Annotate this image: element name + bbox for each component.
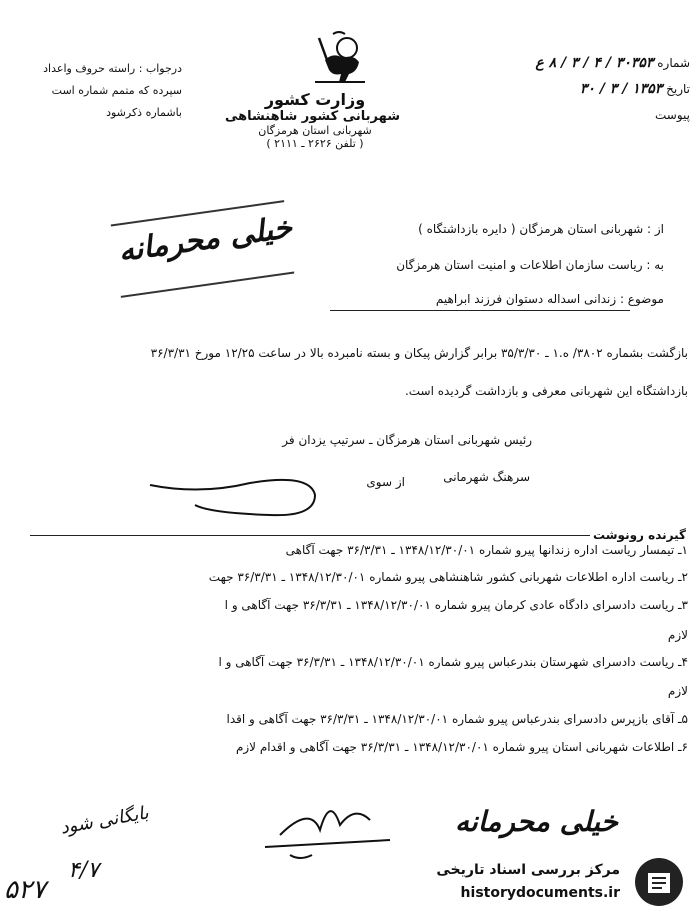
recipient-item-6: ۶ـ اطلاعات شهربانی استان پیرو شماره ۱۳۴۸/۱۲/۳۰/۰۱ ـ ۳۶/۳/۳۱ جهت آگاهی و اقدام لازم bbox=[235, 740, 688, 754]
recipient-item-5: ۵ـ آقای بازپرس دادسرای بندرعباس پیرو شماره ۱۳۴۸/۱۲/۳۰/۰۱ ـ ۳۶/۳/۳۱ جهت آگاهی و اقدا bbox=[226, 712, 688, 726]
confidential-stamp-top: خیلی محرمانه bbox=[116, 210, 295, 269]
signature-loop-icon bbox=[140, 455, 330, 525]
lion-sun-emblem-icon bbox=[305, 30, 375, 90]
recipients-title: گیرنده رونوشت bbox=[593, 528, 686, 542]
ministry-title: وزارت کشور bbox=[264, 90, 366, 109]
subject-value: زندانی اسداله دستوان فرزند ابراهیم bbox=[435, 292, 617, 306]
signatory-name: سرهنگ شهرمانی bbox=[443, 470, 530, 484]
from-row bbox=[304, 222, 664, 236]
reference-block bbox=[500, 50, 690, 128]
recipient-item-4: ۴ـ ریاست دادسرای شهرستان بندرعباس پیرو شماره ۱۳۴۸/۱۲/۳۰/۰۱ ـ ۳۶/۳/۳۱ جهت آگاهی و ا bbox=[218, 655, 688, 669]
subject-row bbox=[304, 292, 664, 306]
number-label: شماره bbox=[657, 56, 690, 70]
footer-url: historydocuments.ir bbox=[460, 885, 620, 901]
to-label: به : bbox=[646, 258, 664, 272]
handwritten-note-number: ۴/۷ bbox=[68, 858, 100, 883]
signatory-from: از سوی bbox=[366, 475, 405, 489]
subject-label: موضوع : bbox=[619, 292, 664, 306]
reply-line-1: درجواب : راسته حروف واعداد bbox=[43, 62, 182, 75]
from-label: از : bbox=[647, 222, 664, 236]
date-row bbox=[500, 76, 690, 102]
reply-line-2: سپرده که متمم شماره است bbox=[51, 84, 182, 97]
recipient-item-3: ۳ـ ریاست دادسرای دادگاه عادی کرمان پیرو شماره ۱۳۴۸/۱۲/۳۰/۰۱ ـ ۳۶/۳/۳۱ جهت آگاهی و ا bbox=[224, 598, 688, 612]
date-label: تاریخ bbox=[666, 82, 690, 96]
subject-underline bbox=[330, 310, 630, 311]
recipient-item-1: ۱ـ تیمسار ریاست اداره زندانها پیرو شماره ۱۳۴۸/۱۲/۳۰/۰۱ ـ ۳۶/۳/۳۱ جهت آگاهی bbox=[285, 543, 688, 557]
recipient-item-4-cont: لازم bbox=[667, 684, 688, 698]
reply-line-3: باشماره ذکرشود bbox=[106, 106, 182, 119]
from-value: شهربانی استان هرمزگان ( دایره بازداشتگاه ) bbox=[418, 222, 644, 236]
attachment-label: پیوست bbox=[655, 108, 690, 122]
recipients-divider bbox=[30, 535, 590, 536]
date-value: ۱۳۵۳ / ۳ / ۳۰ bbox=[579, 81, 663, 97]
footer-organization: مرکز بررسی اسناد تاریخی bbox=[436, 862, 620, 878]
handwritten-note-archive: بایگانی شود bbox=[58, 802, 151, 839]
number-value: ۳۰۳۵۳ / ۴ / ۳ / ۸ ع bbox=[535, 55, 654, 71]
number-row bbox=[500, 50, 690, 76]
handwritten-signature-icon bbox=[260, 785, 400, 865]
ministry-heading bbox=[225, 90, 400, 150]
to-row bbox=[304, 258, 664, 272]
body-line-1: بازگشت بشماره ۳۸۰۲/ ه.۱ ـ ۳۵/۳/۳۰ برابر گزارش پیکان و بسته نامبرده بالا در ساعت ۱۲/۲۵ مورخ ۳۶/۳/۳۱ bbox=[150, 346, 688, 360]
handwritten-note-corner: ۵۲۷ bbox=[4, 875, 46, 905]
recipient-item-3-cont: لازم bbox=[667, 628, 688, 642]
body-line-2: بازداشتگاه این شهربانی معرفی و بازداشت گردیده است. bbox=[404, 384, 688, 398]
province-line: شهربانی استان هرمزگان bbox=[258, 124, 372, 137]
signatory-title: رئیس شهربانی استان هرمزگان ـ سرتیپ یزدان فر bbox=[282, 433, 532, 447]
to-value: ریاست سازمان اطلاعات و امنیت استان هرمزگان bbox=[396, 258, 643, 272]
recipient-item-2: ۲ـ ریاست اداره اطلاعات شهربانی کشور شاهنشاهی پیرو شماره ۱۳۴۸/۱۲/۳۰/۰۱ ـ ۳۶/۳/۳۱ جهت bbox=[208, 570, 688, 584]
attachment-row bbox=[500, 102, 690, 128]
reply-instructions bbox=[12, 58, 182, 124]
phone-line: ( تلفن ۲۶۲۶ ـ ۲۱۱۱ ) bbox=[266, 137, 364, 150]
archive-logo-icon bbox=[630, 855, 688, 909]
department-line: شهربانی کشور شاهنشاهی bbox=[225, 109, 400, 124]
confidential-stamp-bottom: خیلی محرمانه bbox=[455, 805, 618, 838]
